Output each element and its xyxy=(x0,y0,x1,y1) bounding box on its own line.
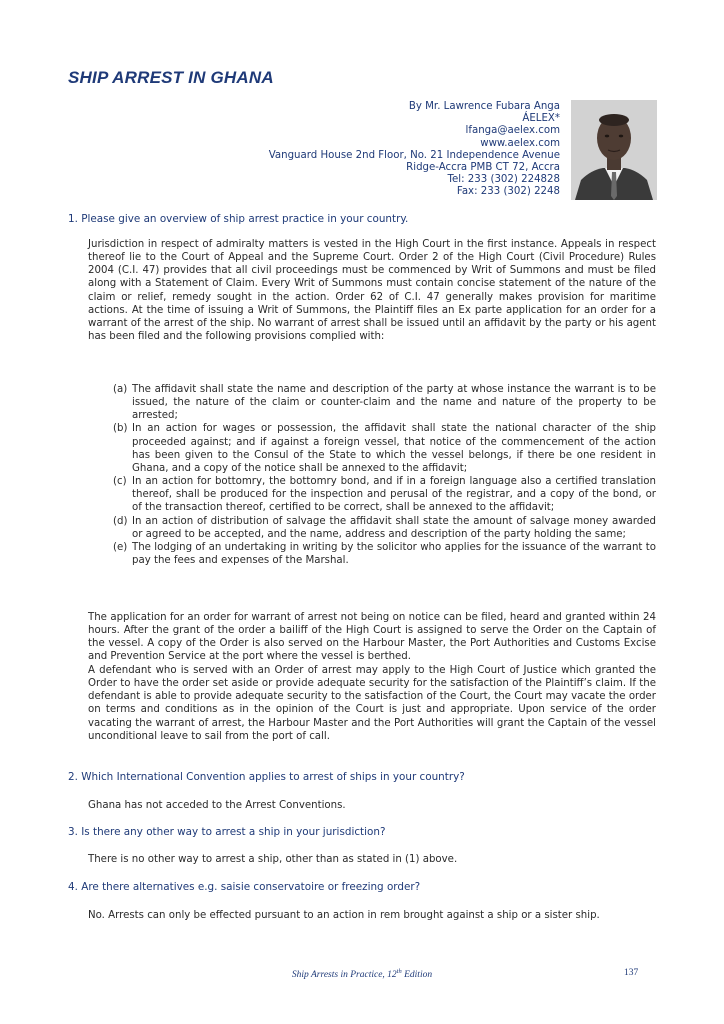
list-item xyxy=(113,383,656,422)
author-contact-block xyxy=(269,101,560,199)
author-address-line1: Vanguard House 2nd Floor, No. 21 Independence Avenue xyxy=(268,149,560,161)
list-item-label: (e) xyxy=(113,541,128,553)
author-fax: Fax: 233 (302) 2248 xyxy=(456,186,560,198)
list-item xyxy=(113,541,656,567)
list-item-label: (d) xyxy=(113,515,128,527)
question-1-heading: 1. Please give an overview of ship arrest practice in your country. xyxy=(68,213,409,225)
author-photo xyxy=(571,100,657,200)
list-item-label: (b) xyxy=(113,423,128,435)
footer-publication xyxy=(0,968,724,980)
question-2-heading: 2. Which International Convention applies to arrest of ships in your country? xyxy=(68,771,465,783)
author-website[interactable]: www.aelex.com xyxy=(480,137,560,149)
author-tel: Tel: 233 (302) 224828 xyxy=(447,174,560,186)
question-3-answer: There is no other way to arrest a ship, other than as stated in (1) above. xyxy=(88,854,458,865)
question-3-heading: 3. Is there any other way to arrest a ship in your jurisdiction? xyxy=(68,826,386,838)
footer-edition-superscript: th xyxy=(396,968,402,975)
question-2-answer: Ghana has not acceded to the Arrest Conventions. xyxy=(88,800,346,811)
list-item-text: The lodging of an undertaking in writing by the solicitor who applies for the issuance of the warrant to pay the fees and expenses of the Marshal. xyxy=(132,541,656,567)
list-item xyxy=(113,515,656,541)
page-number: 137 xyxy=(624,968,639,978)
list-item xyxy=(113,475,656,514)
list-item-text: In an action for wages or possession, the affidavit shall state the national character of the ship proceeded against; and if against a foreign vessel, that notice of the commencement of the action has been given to the Consul of the State to which the vessel belongs, if there be one resident in Ghana, and a copy of the notice shall be annexed to the affidavit; xyxy=(132,423,656,474)
list-item-label: (a) xyxy=(113,384,128,395)
question-4-answer: No. Arrests can only be effected pursuant to an action in rem brought against a ship or a sister ship. xyxy=(88,910,600,921)
author-address-line2: Ridge-Accra PMB CT 72, Accra xyxy=(406,162,560,174)
footer-edition-word: Edition xyxy=(401,970,433,981)
list-item-text: The affidavit shall state the name and description of the party at whose instance the warrant is to be issued, the nature of the claim or counter-claim and the name and nature of the property to be arrested; xyxy=(132,384,656,422)
footer-publication-title: Ship Arrests in Practice, 12 xyxy=(291,970,397,981)
list-item-text: In an action for bottomry, the bottomry bond, and if in a foreign language also a certified translation thereof, shall be produced for the inspection and perusal of the registrar, and a copy of the bond, or of the transaction thereof, certified to be correct, shall be annexed to the affidavit; xyxy=(132,476,656,514)
question-1-paragraph-2: The application for an order for warrant of arrest not being on notice can be filed, heard and granted within 24 hours. After the grant of the order a bailiff of the High Court is assigned to serve the Order on the Captain of the vessel. A copy of the Order is also served on the Harbour Master, the Port Authorities and Customs Excise and Prevention Service at the port where the vessel is berthed. xyxy=(88,612,656,663)
question-1-paragraph-1: Jurisdiction in respect of admiralty matters is vested in the High Court in the first instance. Appeals in respect thereof lie to the Court of Appeal and the Supreme Court. Order 2 of the High Court (Civil Procedure) Rules 2004 (C.I. 47) provides that all civil proceedings must be commenced by Writ of Summons and must be filed along with a Statement of Claim. Every Writ of Summons must contain concise statement of the nature of the claim or relief, remedy sought in the action. Order 62 of C.I. 47 generally makes provision for maritime actions. At the time of issuing a Writ of Summons, the Plaintiff files an Ex parte application for an order for a warrant of the arrest of the ship. No warrant of arrest shall be issued until an affidavit by the party or his agent has been filed and the following provisions complied with: xyxy=(88,239,656,343)
list-item-label: (c) xyxy=(113,476,127,488)
list-item xyxy=(113,422,656,475)
affidavit-provisions-list xyxy=(113,383,656,567)
question-1-paragraph-3: A defendant who is served with an Order of arrest may apply to the High Court of Justice which granted the Order to have the order set aside or provide adequate security for the satisfaction of the Plaintiff’s claim. If the defendant is able to provide adequate security to the satisfaction of the Court, the Court may vacate the order on terms and conditions as in the opinion of the Court is just and appropriate. Upon service of the order vacating the warrant of arrest, the Harbour Master and the Port Authorities will grant the Captain of the vessel unconditional leave to sail from the port of call. xyxy=(88,665,656,742)
list-item-text: In an action of distribution of salvage the affidavit shall state the amount of salvage money awarded or agreed to be accepted, and the name, address and description of the party holding the same; xyxy=(132,515,656,540)
author-email[interactable]: lfanga@aelex.com xyxy=(465,125,560,137)
page-title: SHIP ARREST IN GHANA xyxy=(68,68,274,87)
author-firm: ÁELEX* xyxy=(522,113,560,125)
author-byline: By Mr. Lawrence Fubara Anga xyxy=(408,101,560,112)
question-4-heading: 4. Are there alternatives e.g. saisie conservatoire or freezing order? xyxy=(68,881,421,893)
